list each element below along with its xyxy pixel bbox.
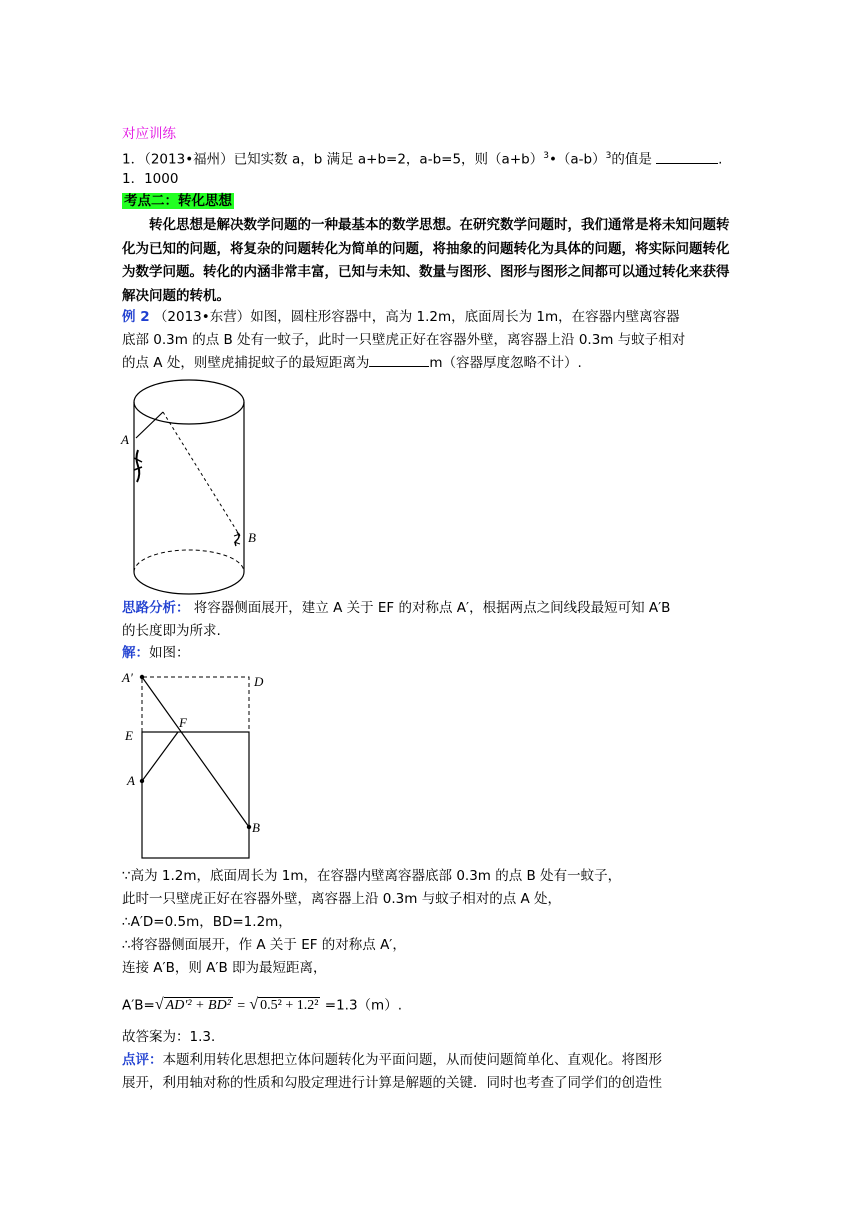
- solution-step-5: 连接 A′B，则 A′B 即为最短距离，: [122, 960, 327, 976]
- segment-a-f: [142, 732, 178, 781]
- formula-sqrt-1: √ AD′² + BD²: [154, 996, 231, 1013]
- example-2-line-1: [122, 307, 680, 327]
- fig2-label-b: B: [252, 820, 260, 835]
- point-a-prime: [140, 675, 144, 679]
- kaodian-highlight: 考点二：转化思想: [124, 193, 232, 209]
- question-1-exponent-2: 3: [605, 151, 612, 161]
- example-2-text-1: （2013•东营）如图，圆柱形容器中，高为 1.2m，底面周长为 1m，在容器内壁离容器: [153, 309, 680, 325]
- segment-a-prime-b: [142, 677, 249, 827]
- unfolded-rectangle: [142, 732, 249, 858]
- fig2-label-d: D: [254, 674, 264, 689]
- comment-line-2: 展开，利用轴对称的性质和勾股定理进行计算是解题的关键．同时也考查了同学们的创造性: [122, 1075, 662, 1091]
- fig2-label-e: E: [125, 728, 133, 743]
- formula-line: [122, 992, 402, 1020]
- formula-equals: =: [237, 998, 246, 1014]
- point-b: [247, 825, 251, 829]
- cylinder-bottom-front: [134, 572, 244, 594]
- solution-label: 解：: [122, 645, 149, 661]
- cylinder-bottom-back: [134, 550, 244, 572]
- comment-label: 点评：: [122, 1052, 163, 1068]
- comment-text-1: 本题利用转化思想把立体问题转化为平面问题，从而使问题简单化、直观化。将图形: [162, 1052, 662, 1068]
- fig1-label-b: B: [248, 530, 256, 545]
- question-1-end: .: [718, 151, 723, 168]
- path-a-to-rim: [136, 412, 163, 438]
- kaodian-heading: [122, 191, 234, 211]
- question-1-answer: 1．1000: [122, 171, 179, 187]
- unfolded-figure: [116, 668, 276, 864]
- formula-radicand-2: 0.5² + 1.2²: [260, 998, 319, 1013]
- intro-paragraph: 转化思想是解决数学问题的一种最基本的数学思想。在研究数学问题时，我们通常是将未知问题转化为已知的问题，将复杂的问题转化为简单的问题，将抽象的问题转化为具体的问题，将实际问题转化为数学问题。转化的内涵非常丰富，已知与未知、数量与图形、图形与图形之间都可以通过转化来获得解决问题的转机。: [122, 217, 730, 304]
- formula-radicand-1: AD′² + BD²: [165, 998, 231, 1013]
- solution-step-1: ∵高为 1.2m，底面周长为 1m，在容器内壁离容器底部 0.3m 的点 B 处有一蚊子，: [122, 868, 622, 884]
- example-2-label: 例 2: [122, 309, 150, 325]
- example-2-answer-blank: [369, 366, 429, 367]
- question-1-suffix: 的值是: [611, 151, 652, 168]
- question-1-mid: •（a-b）: [548, 151, 606, 168]
- question-1: [122, 146, 722, 170]
- analysis-text-1: 将容器侧面展开，建立 A 关于 EF 的对称点 A′，根据两点之间线段最短可知 A′B: [193, 600, 671, 616]
- fig2-label-f: F: [179, 715, 187, 730]
- solution-step-3: ∴A′D=0.5m，BD=1.2m，: [122, 914, 292, 930]
- solution-line: [122, 643, 190, 663]
- gecko-icon: [134, 450, 142, 482]
- point-a: [140, 779, 144, 783]
- example-2-text-3b: m（容器厚度忽略不计）.: [429, 355, 582, 371]
- solution-text: 如图：: [149, 645, 190, 661]
- analysis-label: 思路分析：: [122, 600, 190, 616]
- example-2-text-3a: 的点 A 处，则壁虎捕捉蚊子的最短距离为: [122, 355, 370, 371]
- fig1-label-a: A: [121, 432, 129, 447]
- fig2-label-a: A: [127, 773, 135, 788]
- reflected-region: [142, 677, 249, 732]
- comment-line-1: [122, 1050, 662, 1070]
- question-1-prefix: 1．（2013•福州）已知实数 a，b 满足 a+b=2，a-b=5，则（a+b）: [122, 151, 544, 168]
- fig2-label-a-prime: A′: [122, 670, 133, 685]
- formula-result: =1.3（m）.: [324, 997, 402, 1014]
- formula-lhs: A′B=: [122, 997, 155, 1014]
- formula-sqrt-2: √ 0.5² + 1.2²: [249, 996, 319, 1013]
- example-2-line-3: [122, 353, 582, 373]
- section-heading-training: 对应训练: [122, 126, 176, 142]
- analysis-line-1: [122, 598, 670, 618]
- cylinder-figure: [116, 376, 262, 600]
- cylinder-top-ellipse: [134, 380, 244, 424]
- solution-step-4: ∴将容器侧面展开，作 A 关于 EF 的对称点 A′，: [122, 937, 406, 953]
- example-2-line-2: 底部 0.3m 的点 B 处有一蚊子，此时一只壁虎正好在容器外壁，离容器上沿 0.3m 与蚊子相对: [122, 332, 686, 348]
- path-rim-to-b: [163, 412, 240, 536]
- answer-line: 故答案为：1.3．: [122, 1029, 225, 1045]
- mosquito-icon: [234, 532, 240, 546]
- analysis-line-2: 的长度即为所求.: [122, 623, 221, 639]
- question-1-answer-blank: [656, 163, 718, 164]
- question-1-exponent-1: 3: [543, 151, 549, 161]
- solution-step-2: 此时一只壁虎正好在容器外壁，离容器上沿 0.3m 与蚊子相对的点 A 处，: [122, 891, 562, 907]
